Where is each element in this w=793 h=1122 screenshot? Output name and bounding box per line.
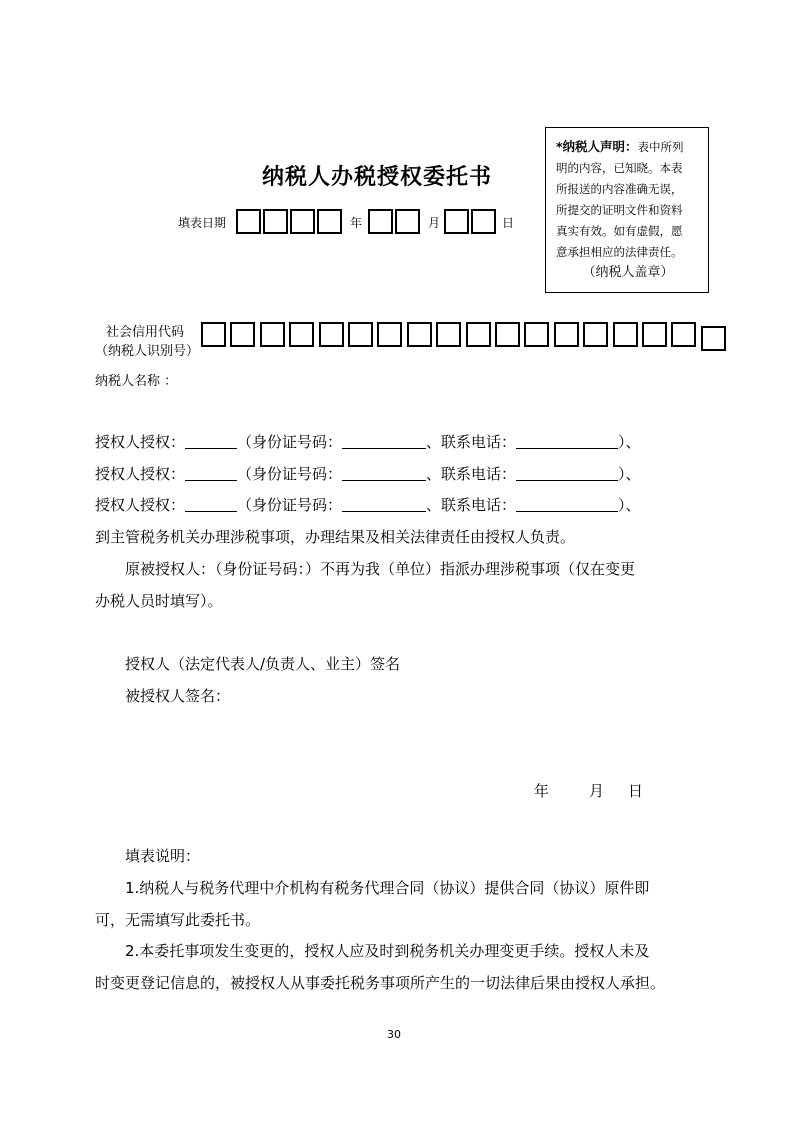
credit-code-label: 社会信用代码 — [106, 325, 185, 340]
fill-date-label: 填表日期 — [178, 216, 227, 230]
credit-code-digit-box[interactable] — [289, 322, 314, 347]
declaration-text: 所提交的证明文件和资料 — [556, 203, 683, 217]
declaration-text: 明的内容，已知晓。本表 — [556, 161, 683, 175]
taxpayer-seal-label: （纳税人盖章） — [582, 265, 674, 280]
year-digit-box[interactable] — [290, 209, 315, 234]
taxpayer-declaration-box — [545, 127, 709, 293]
credit-code-digit-box[interactable] — [583, 322, 608, 347]
credit-code-digit-box[interactable] — [524, 322, 549, 347]
former-authorized-text: 原被授权人：（身份证号码：）不再为我（单位）指派办理涉税事项（仅在变更 — [125, 560, 636, 578]
authorized-person-field[interactable] — [185, 432, 237, 449]
row-end: ）、 — [618, 496, 641, 514]
date-year-label: 年 — [350, 216, 363, 230]
phone-label: 、联系电话： — [426, 465, 517, 483]
credit-code-digit-box[interactable] — [613, 322, 638, 347]
month-digit-box[interactable] — [395, 209, 420, 234]
credit-code-digit-box[interactable] — [495, 322, 520, 347]
sign-date-year: 年 — [534, 782, 550, 800]
id-number-field[interactable] — [342, 432, 426, 449]
id-number-field[interactable] — [342, 495, 426, 512]
phone-label: 、联系电话： — [426, 496, 517, 514]
row-end: ）、 — [618, 465, 641, 483]
year-digit-box[interactable] — [236, 209, 261, 234]
year-digit-box[interactable] — [317, 209, 342, 234]
authorization-row — [95, 463, 641, 484]
note-item: 2.本委托事项发生变更的，授权人应及时到税务机关办理变更手续。授权人未及 — [125, 942, 650, 960]
phone-label: 、联系电话： — [426, 433, 517, 451]
month-digit-box[interactable] — [368, 209, 393, 234]
row-end: ）、 — [618, 433, 641, 451]
credit-code-digit-box[interactable] — [348, 322, 373, 347]
grantor-label: 授权人授权： — [95, 433, 186, 451]
credit-code-digit-box[interactable] — [201, 322, 226, 347]
credit-code-digit-box[interactable] — [554, 322, 579, 347]
authorization-conclusion: 到主管税务机关办理涉税事项，办理结果及相关法律责任由授权人负责。 — [95, 528, 576, 546]
phone-field[interactable] — [516, 495, 618, 512]
notes-heading: 填表说明： — [125, 847, 201, 865]
sign-date-month: 月 — [589, 782, 605, 800]
id-number-label: （身份证号码： — [237, 496, 343, 514]
note-item: 1.纳税人与税务代理中介机构有税务代理合同（协议）提供合同（协议）原件即 — [125, 879, 650, 897]
date-day-label: 日 — [502, 216, 515, 230]
credit-code-digit-box[interactable] — [671, 322, 696, 347]
grantee-signature-label: 被授权人签名： — [125, 687, 231, 705]
declaration-text: 表中所列 — [637, 140, 684, 154]
credit-code-digit-box[interactable] — [701, 326, 726, 351]
credit-code-digit-box[interactable] — [466, 322, 491, 347]
former-authorized-text: 办税人员时填写）。 — [95, 592, 223, 610]
declaration-text: 意承担相应的法律责任。 — [556, 245, 683, 259]
credit-code-digit-box[interactable] — [436, 322, 461, 347]
year-digit-box[interactable] — [263, 209, 288, 234]
phone-field[interactable] — [516, 432, 618, 449]
day-digit-box[interactable] — [471, 209, 496, 234]
declaration-text: 所报送的内容准确无误， — [556, 182, 683, 196]
date-month-label: 月 — [428, 216, 441, 230]
page-number: 30 — [387, 1028, 401, 1041]
authorization-row — [95, 494, 641, 515]
grantor-label: 授权人授权： — [95, 465, 186, 483]
phone-field[interactable] — [516, 464, 618, 481]
day-digit-box[interactable] — [444, 209, 469, 234]
taxpayer-id-label: （纳税人识别号） — [95, 344, 200, 359]
note-item: 时变更登记信息的，被授权人从事委托税务事项所产生的一切法律后果由授权人承担。 — [95, 974, 666, 992]
sign-date-day: 日 — [628, 782, 644, 800]
declaration-text: 真实有效。如有虚假，愿 — [556, 224, 683, 238]
authorized-person-field[interactable] — [185, 464, 237, 481]
authorization-row — [95, 431, 641, 452]
note-item: 可，无需填写此委托书。 — [95, 911, 261, 929]
grantor-label: 授权人授权： — [95, 496, 186, 514]
declaration-heading: *纳税人声明： — [556, 139, 638, 154]
credit-code-digit-box[interactable] — [230, 322, 255, 347]
id-number-label: （身份证号码： — [237, 465, 343, 483]
id-number-field[interactable] — [342, 464, 426, 481]
credit-code-digit-box[interactable] — [319, 322, 344, 347]
credit-code-digit-box[interactable] — [642, 322, 667, 347]
authorized-person-field[interactable] — [185, 495, 237, 512]
credit-code-digit-box[interactable] — [407, 322, 432, 347]
id-number-label: （身份证号码： — [237, 433, 343, 451]
grantor-signature-label: 授权人（法定代表人/负责人、业主）签名 — [125, 655, 401, 673]
credit-code-digit-box[interactable] — [260, 322, 285, 347]
document-title: 纳税人办税授权委托书 — [262, 165, 493, 190]
credit-code-digit-box[interactable] — [377, 322, 402, 347]
taxpayer-name-label: 纳税人名称 ： — [95, 374, 178, 389]
